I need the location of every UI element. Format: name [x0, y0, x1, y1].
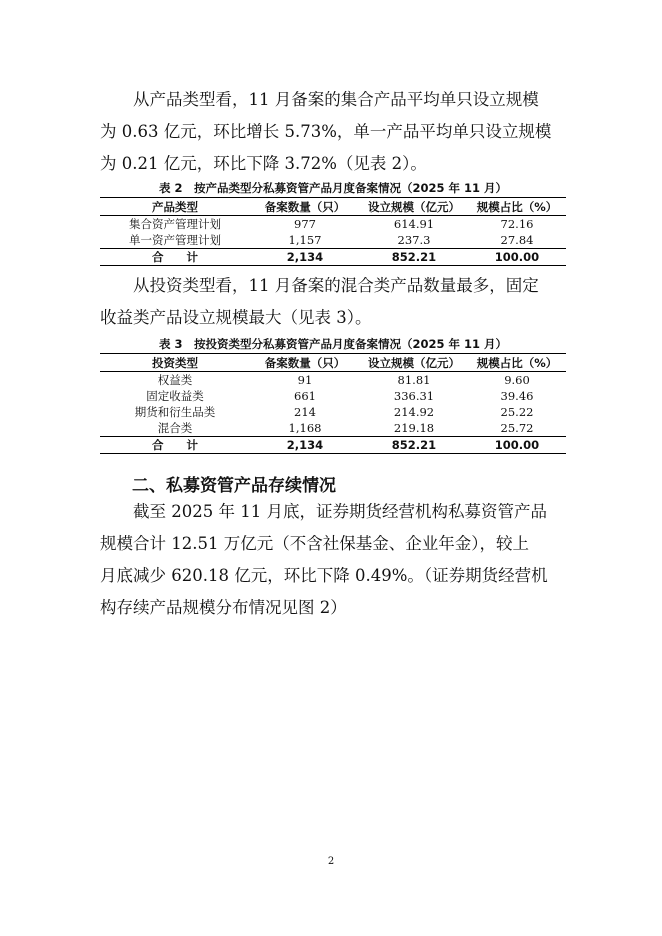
- table-cell: 合 计: [100, 437, 250, 454]
- table-cell: 977: [294, 217, 316, 231]
- column-header: 规模占比（%）: [468, 354, 566, 372]
- column-header: 设立规模（亿元）: [360, 198, 468, 216]
- paragraph-line: 构存续产品规模分布情况见图 2）: [100, 598, 347, 617]
- table-row: [100, 372, 566, 389]
- table-row: [100, 216, 566, 233]
- table-cell: 39.46: [500, 389, 534, 403]
- table3-caption: 表 3 按投资类型分私募资管产品月度备案情况（2025 年 11 月）: [158, 337, 508, 351]
- column-header: 投资类型: [100, 354, 250, 372]
- table-cell: 期货和衍生品类: [134, 405, 216, 419]
- table-cell: 1,168: [288, 421, 322, 435]
- table-cell: 852.21: [360, 249, 468, 266]
- paragraph-line: 为 0.63 亿元，环比增长 5.73%，单一产品平均单只设立规模: [100, 122, 552, 141]
- paragraph-line: 月底减少 620.18 亿元，环比下降 0.49%。（证券期货经营机: [100, 566, 548, 585]
- table-cell: 237.3: [397, 233, 431, 247]
- table2-caption: 表 2 按产品类型分私募资管产品月度备案情况（2025 年 11 月）: [158, 181, 508, 195]
- table-cell: 852.21: [360, 437, 468, 454]
- table-cell: 661: [294, 389, 316, 403]
- table-header-row: [100, 198, 566, 216]
- table-cell: 27.84: [500, 233, 534, 247]
- table-cell: 集合资产管理计划: [129, 217, 221, 231]
- table-cell: 81.81: [397, 373, 431, 387]
- table-total-row: [100, 437, 566, 454]
- table2: [100, 197, 566, 266]
- table-cell: 单一资产管理计划: [129, 233, 221, 247]
- table-cell: 2,134: [250, 437, 360, 454]
- table-cell: 固定收益类: [146, 389, 204, 403]
- table-cell: 72.16: [500, 217, 534, 231]
- table-cell: 614.91: [393, 217, 435, 231]
- paragraph-line: 从产品类型看，11 月备案的集合产品平均单只设立规模: [100, 90, 539, 109]
- paragraph-outstanding-scale: [100, 496, 566, 624]
- table-cell: 219.18: [393, 421, 435, 435]
- table-row: [100, 420, 566, 437]
- table-cell: 1,157: [288, 233, 322, 247]
- paragraph-line: 为 0.21 亿元，环比下降 3.72%（见表 2）。: [100, 154, 427, 173]
- section-heading: 二、私募资管产品存续情况: [132, 476, 336, 496]
- table-row: [100, 404, 566, 420]
- paragraph-line: 规模合计 12.51 万亿元（不含社保基金、企业年金），较上: [100, 534, 529, 553]
- table-cell: 合 计: [100, 249, 250, 266]
- paragraph-line: 从投资类型看，11 月备案的混合类产品数量最多，固定: [100, 276, 539, 295]
- table-row: [100, 232, 566, 249]
- column-header: 规模占比（%）: [468, 198, 566, 216]
- table-cell: 91: [297, 373, 313, 387]
- table-cell: 25.72: [500, 421, 534, 435]
- paragraph-line: 收益类产品设立规模最大（见表 3）。: [100, 308, 372, 327]
- column-header: 备案数量（只）: [250, 198, 360, 216]
- paragraph-line: 截至 2025 年 11 月底，证券期货经营机构私募资管产品: [100, 502, 547, 521]
- table-cell: 336.31: [393, 389, 435, 403]
- paragraph-investment-type: [100, 270, 566, 334]
- table-cell: 100.00: [468, 249, 566, 266]
- table-cell: 混合类: [157, 421, 193, 435]
- column-header: 设立规模（亿元）: [360, 354, 468, 372]
- table-total-row: [100, 249, 566, 266]
- column-header: 备案数量（只）: [250, 354, 360, 372]
- table-row: [100, 388, 566, 404]
- table-cell: 2,134: [250, 249, 360, 266]
- paragraph-product-type: [100, 84, 566, 180]
- table-cell: 25.22: [500, 405, 534, 419]
- page-number: 2: [327, 856, 335, 867]
- table3: [100, 353, 566, 454]
- table-cell: 9.60: [504, 373, 530, 387]
- table-cell: 214: [294, 405, 316, 419]
- table-cell: 权益类: [157, 373, 193, 387]
- table-header-row: [100, 354, 566, 372]
- table-cell: 214.92: [393, 405, 435, 419]
- column-header: 产品类型: [100, 198, 250, 216]
- table-cell: 100.00: [468, 437, 566, 454]
